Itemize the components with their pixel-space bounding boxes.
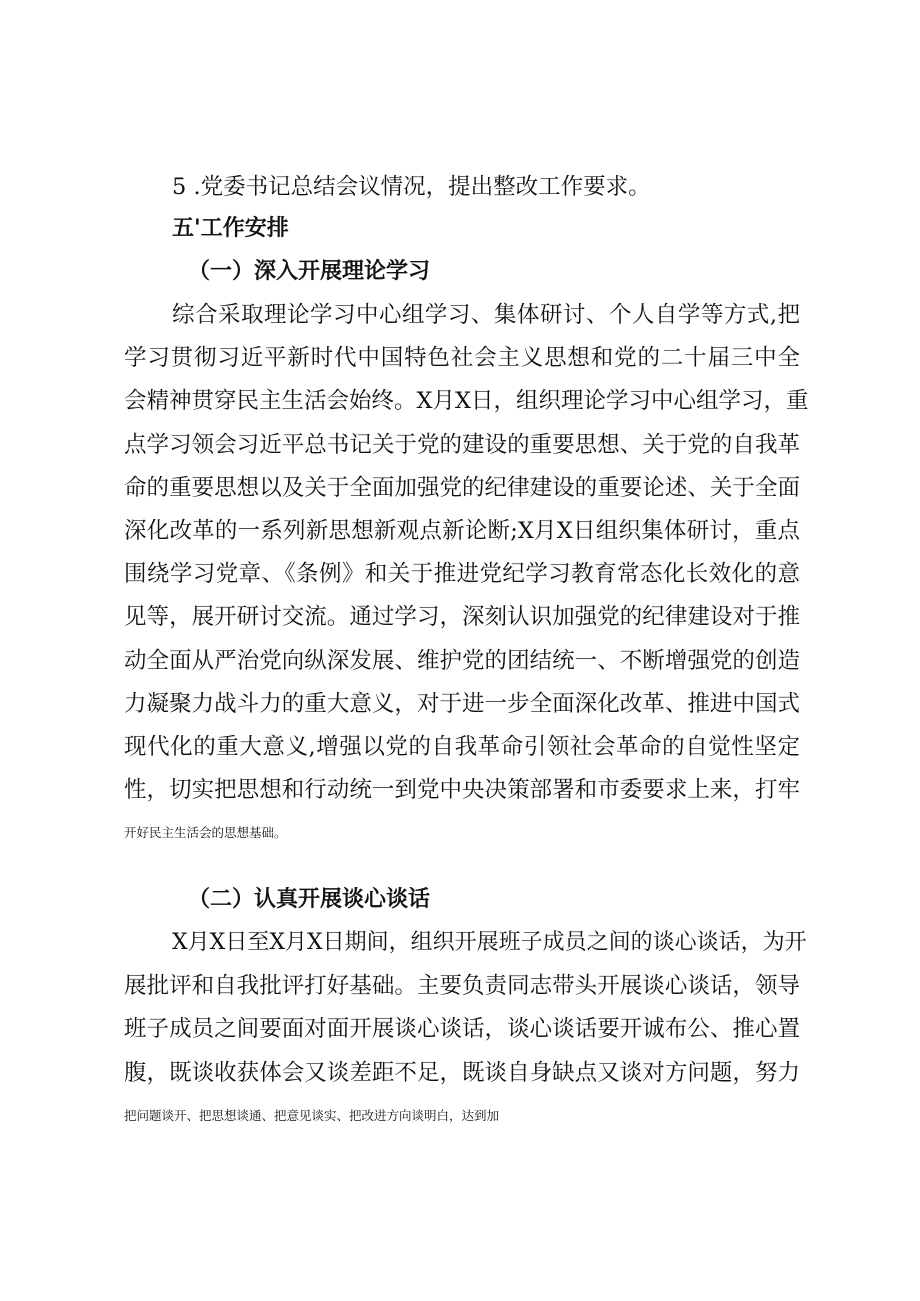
paragraph-line: 深化改革的一系列新思想新观点新论断;X月X日组织集体研讨，重点: [124, 518, 800, 544]
paragraph-line: 命的重要思想以及关于全面加强党的纪律建设的重要论述、关于全面: [124, 474, 800, 501]
paragraph-line: 综合采取理论学习中心组学习、集体研讨、个人自学等方式,把: [172, 302, 800, 328]
paragraph-line: 现代化的重大意义,增强以党的自我革命引领社会革命的自觉性坚定: [124, 734, 800, 760]
paragraph-line: 围绕学习党章、《条例》和关于推进党纪学习教育常态化长效化的意: [124, 561, 800, 588]
paragraph-line: 力凝聚力战斗力的重大意义，对于进一步全面深化改革、推进中国式: [124, 690, 800, 717]
paragraph-line: 见等，展开研讨交流。通过学习，深刻认识加强党的纪律建设对于推: [124, 604, 800, 631]
paragraph-line: 学习贯彻习近平新时代中国特色社会主义思想和党的二十届三中全: [124, 345, 800, 372]
subsection-title-1: （一）深入开展理论学习: [188, 259, 431, 284]
item-5: 5 .党委书记总结会议情况，提出整改工作要求。: [172, 174, 651, 200]
paragraph-line: X月X日至X月X日期间，组织开展班子成员之间的谈心谈话，为开: [172, 930, 807, 955]
subsection-title-2: （二）认真开展谈心谈话: [188, 887, 431, 912]
section-title: 五'工作安排: [172, 216, 289, 241]
paragraph-line: 动全面从严治党向纵深发展、维护党的团结统一、不断增强党的创造: [124, 647, 800, 674]
paragraph-line: 开好民主生活会的思想基础。: [124, 825, 287, 841]
paragraph-line: 会精神贯穿民主生活会始终。X月X日，组织理论学习中心组学习，重: [124, 388, 809, 415]
paragraph-line: 展批评和自我批评打好基础。主要负责同志带头开展谈心谈话，领导: [124, 973, 800, 1000]
paragraph-line: 班子成员之间要面对面开展谈心谈话，谈心谈话要开诚布公、推心置: [124, 1016, 800, 1043]
paragraph-line: 腹，既谈收获体会又谈差距不足，既谈自身缺点又谈对方问题，努力: [124, 1059, 800, 1086]
paragraph-line: 性，切实把思想和行动统一到党中央决策部署和市委要求上来，打牢: [124, 777, 800, 804]
paragraph-line: 点学习领会习近平总书记关于党的建设的重要思想、关于党的自我革: [124, 431, 800, 458]
paragraph-line: 把问题谈开、把思想谈通、把意见谈实、把改进方向谈明白，达到加: [124, 1107, 500, 1123]
